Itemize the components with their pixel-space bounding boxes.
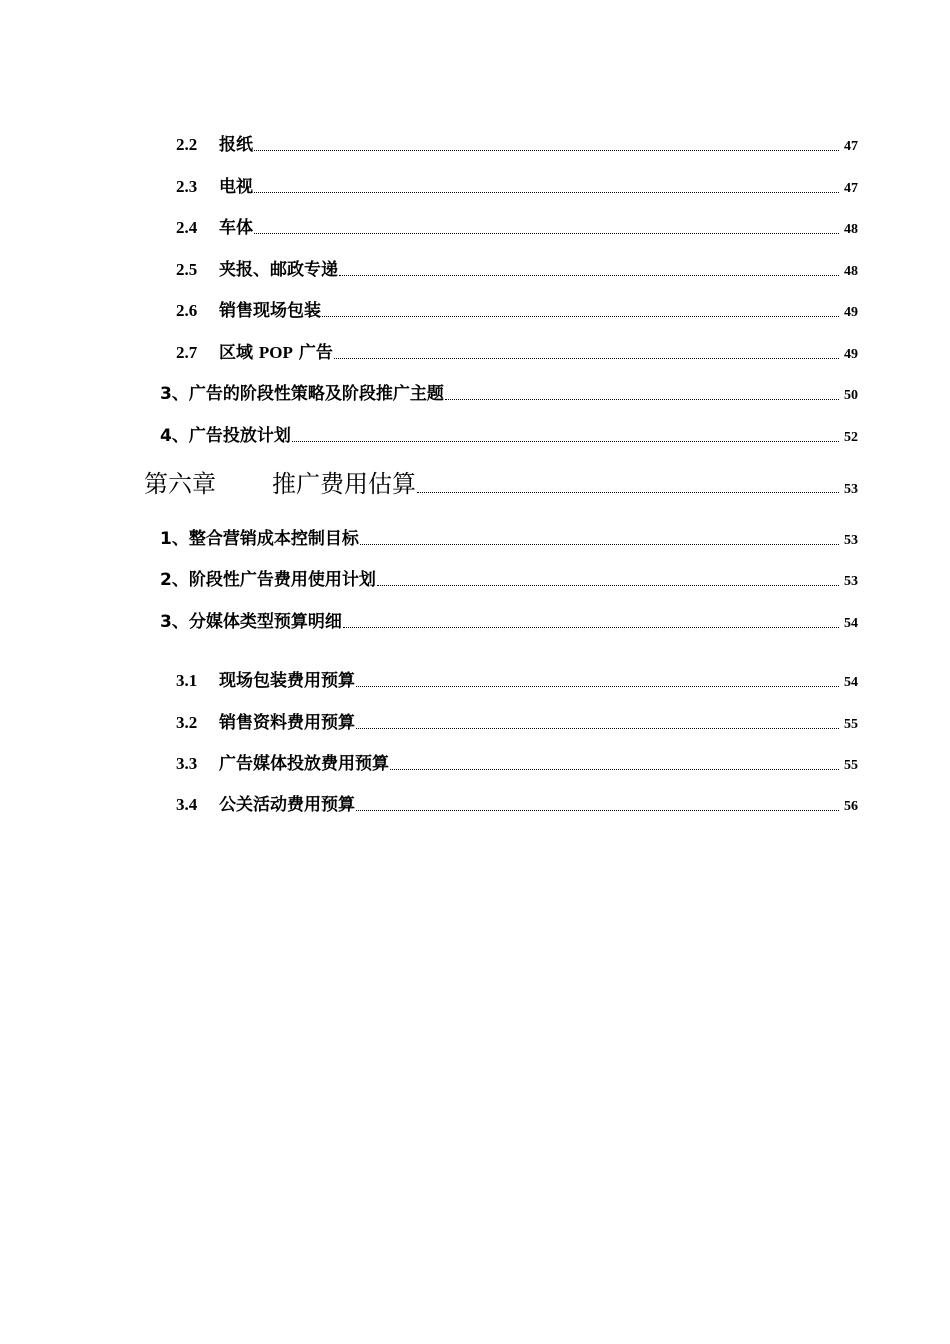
toc-entry-number: 2.5 bbox=[176, 260, 198, 279]
toc-entry[interactable] bbox=[176, 296, 858, 321]
toc-section-title: 4、广告投放计划 bbox=[160, 426, 291, 446]
toc-entry-page: 55 bbox=[844, 717, 858, 732]
toc-entry-title-part: POP bbox=[258, 343, 293, 362]
toc-entry[interactable] bbox=[176, 172, 858, 197]
toc-entry-page: 49 bbox=[844, 305, 858, 320]
toc-entry-title: 报纸 bbox=[219, 135, 253, 155]
dot-leader bbox=[390, 769, 839, 770]
toc-entry[interactable] bbox=[176, 338, 858, 363]
toc-entry-page: 47 bbox=[844, 181, 858, 196]
toc-section-page: 53 bbox=[844, 574, 858, 589]
toc-entry-title: 车体 bbox=[219, 218, 253, 238]
toc-chapter[interactable] bbox=[144, 464, 858, 499]
dot-leader bbox=[254, 192, 839, 193]
toc-entry-number: 2.3 bbox=[176, 177, 198, 196]
chapter-title: 推广费用估算 bbox=[272, 470, 416, 498]
chapter-page: 53 bbox=[844, 482, 858, 497]
toc-entry-title: 现场包装费用预算 bbox=[219, 671, 355, 691]
toc-entry-number: 2.6 bbox=[176, 301, 198, 320]
toc-entry-title-part: 区域 bbox=[219, 343, 259, 363]
toc-section-title: 2、阶段性广告费用使用计划 bbox=[160, 570, 376, 590]
dot-leader bbox=[360, 544, 839, 545]
dot-leader bbox=[292, 441, 839, 442]
dot-leader bbox=[343, 627, 839, 628]
toc-entry-number: 3.1 bbox=[176, 671, 198, 690]
toc-entry[interactable] bbox=[176, 666, 858, 691]
toc-entry-title-part: 广告 bbox=[292, 343, 333, 363]
toc-entry-number: 3.2 bbox=[176, 713, 198, 732]
dot-leader bbox=[417, 492, 839, 493]
toc-entry-title bbox=[219, 338, 333, 363]
toc-section[interactable] bbox=[160, 524, 858, 549]
toc-entry[interactable] bbox=[176, 130, 858, 155]
toc-entry-number: 3.4 bbox=[176, 795, 198, 814]
toc-section[interactable] bbox=[160, 565, 858, 590]
toc-entry[interactable] bbox=[176, 749, 858, 774]
toc-entry-title: 夹报、邮政专递 bbox=[219, 260, 338, 280]
toc-entry-number: 2.2 bbox=[176, 135, 198, 154]
dot-leader bbox=[334, 358, 839, 359]
toc-section-title: 1、整合营销成本控制目标 bbox=[160, 529, 359, 549]
toc-entry[interactable] bbox=[176, 790, 858, 815]
toc-entry-title: 电视 bbox=[219, 177, 253, 197]
toc-entry-page: 49 bbox=[844, 347, 858, 362]
dot-leader bbox=[356, 728, 839, 729]
toc-entry-page: 55 bbox=[844, 758, 858, 773]
dot-leader bbox=[254, 150, 839, 151]
dot-leader bbox=[356, 686, 839, 687]
toc-entry[interactable] bbox=[176, 708, 858, 733]
toc-entry-number: 2.7 bbox=[176, 343, 198, 362]
dot-leader bbox=[254, 233, 839, 234]
toc-entry-page: 48 bbox=[844, 264, 858, 279]
dot-leader bbox=[356, 810, 839, 811]
toc-section-page: 52 bbox=[844, 430, 858, 445]
toc-section-title: 3、分媒体类型预算明细 bbox=[160, 612, 342, 632]
toc-section-page: 50 bbox=[844, 388, 858, 403]
toc-section-page: 54 bbox=[844, 616, 858, 631]
toc-entry-page: 47 bbox=[844, 139, 858, 154]
toc-entry-page: 48 bbox=[844, 222, 858, 237]
toc-entry-title: 公关活动费用预算 bbox=[219, 795, 355, 815]
toc-entry-number: 2.4 bbox=[176, 218, 198, 237]
dot-leader bbox=[339, 275, 839, 276]
dot-leader bbox=[322, 316, 839, 317]
toc-section[interactable] bbox=[160, 607, 858, 632]
toc-entry-number: 3.3 bbox=[176, 754, 198, 773]
toc-entry[interactable] bbox=[176, 255, 858, 280]
toc-entry-title: 广告媒体投放费用预算 bbox=[219, 754, 389, 774]
toc-entry-page: 56 bbox=[844, 799, 858, 814]
dot-leader bbox=[445, 399, 839, 400]
toc-entry-page: 54 bbox=[844, 675, 858, 690]
toc-entry-title: 销售现场包装 bbox=[219, 301, 321, 321]
toc-entry[interactable] bbox=[176, 213, 858, 238]
toc-section-title: 3、广告的阶段性策略及阶段推广主题 bbox=[160, 384, 444, 404]
toc-section-page: 53 bbox=[844, 533, 858, 548]
toc-section[interactable] bbox=[160, 421, 858, 446]
dot-leader bbox=[377, 585, 839, 586]
toc-entry-title: 销售资料费用预算 bbox=[219, 713, 355, 733]
toc-section[interactable] bbox=[160, 379, 858, 404]
chapter-label: 第六章 bbox=[144, 470, 216, 498]
